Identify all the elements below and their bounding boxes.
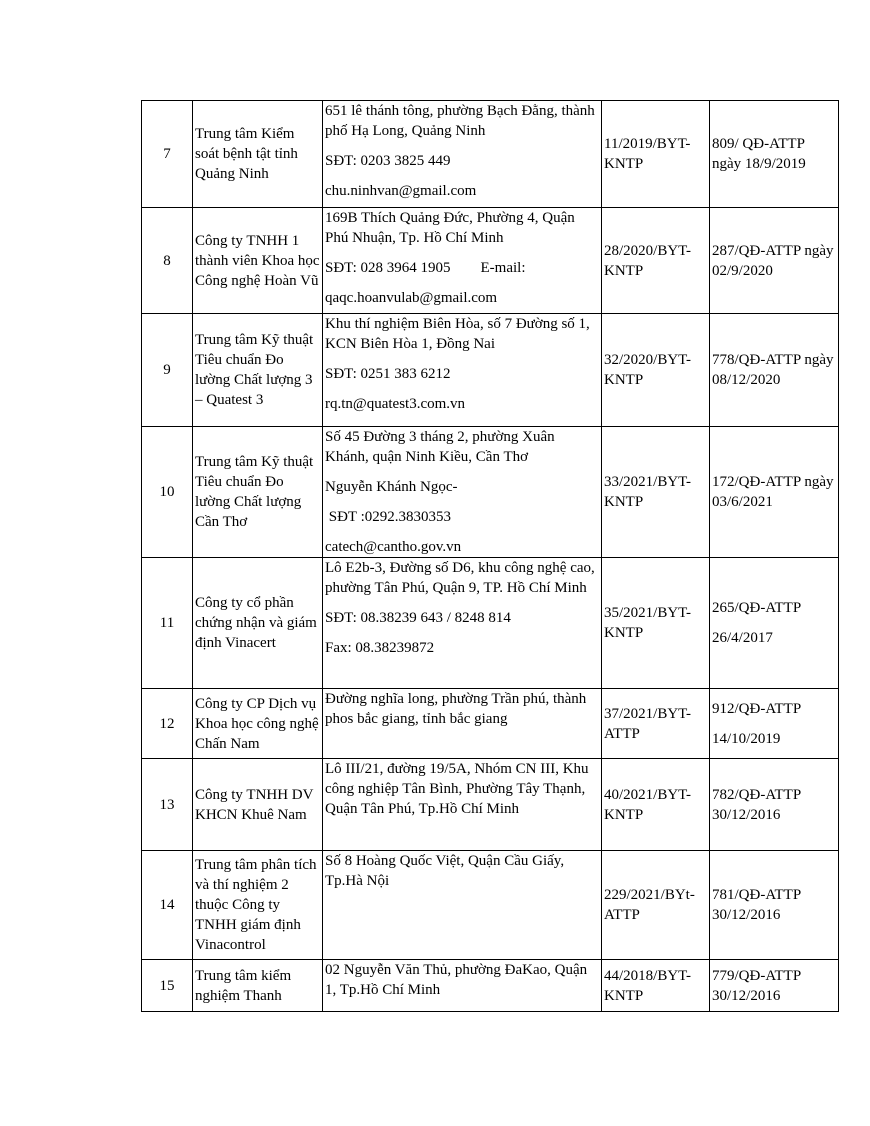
address-line: Lô E2b-3, Đường số D6, khu công nghệ cao, phường Tân Phú, Quận 9, TP. Hồ Chí Minh [325,560,599,596]
table-row [142,851,839,960]
certificate-code: 229/2021/BYt-ATTP [602,851,710,960]
organization-name: Trung tâm Kỹ thuật Tiêu chuẩn Đo lường Chất lượng 3 – Quatest 3 [193,314,323,427]
organization-contact [323,689,602,759]
certificate-code: 33/2021/BYT-KNTP [602,427,710,558]
contact-line: chu.ninhvan@gmail.com [325,183,477,199]
organization-name: Công ty CP Dịch vụ Khoa học công nghệ Chấn Nam [193,689,323,759]
decision-number [710,960,839,1012]
contact-line: SĐT: 0203 3825 449 [325,153,451,169]
table-row [142,960,839,1012]
address-line: 169B Thích Quảng Đức, Phường 4, Quận Phú Nhuận, Tp. Hồ Chí Minh [325,210,579,246]
decision-line: 265/QĐ-ATTP [712,600,802,616]
decision-line: 26/4/2017 [712,630,773,646]
contact-line: Nguyễn Khánh Ngọc- [325,479,458,495]
organization-name: Trung tâm kiểm nghiệm Thanh [193,960,323,1012]
decision-number [710,314,839,427]
certificate-code: 40/2021/BYT-KNTP [602,759,710,851]
address-line: Số 8 Hoàng Quốc Việt, Quận Cầu Giấy, Tp.Hà Nội [325,853,568,889]
organization-name: Trung tâm Kiểm soát bệnh tật tỉnh Quảng Ninh [193,101,323,208]
decision-number [710,101,839,208]
certificate-code: 35/2021/BYT-KNTP [602,558,710,689]
contact-line: qaqc.hoanvulab@gmail.com [325,290,498,306]
row-number: 13 [142,759,193,851]
contact-line: Fax: 08.38239872 [325,640,435,656]
certificate-code: 37/2021/BYT-ATTP [602,689,710,759]
organization-contact [323,208,602,314]
address-line: 651 lê thánh tông, phường Bạch Đằng, thành phố Hạ Long, Quảng Ninh [325,103,599,139]
decision-line: 14/10/2019 [712,730,781,747]
organization-name: Công ty TNHH 1 thành viên Khoa học Công nghệ Hoàn Vũ [193,208,323,314]
organization-contact [323,427,602,558]
decision-number [710,558,839,689]
organization-contact [323,960,602,1012]
address-line: Lô III/21, đường 19/5A, Nhóm CN III, Khu công nghiệp Tân Bình, Phường Tây Thạnh, Quận Tân Phú, Tp.Hồ Chí Minh [325,761,593,817]
table-row [142,208,839,314]
row-number: 9 [142,314,193,427]
decision-line: 172/QĐ-ATTP ngày 03/6/2021 [712,474,838,510]
organization-contact [323,558,602,689]
records-table [141,100,839,1012]
organization-contact [323,851,602,960]
address-line: Số 45 Đường 3 tháng 2, phường Xuân Khánh, quận Ninh Kiều, Cần Thơ [325,429,559,465]
row-number: 14 [142,851,193,960]
certificate-code: 44/2018/BYT-KNTP [602,960,710,1012]
row-number: 8 [142,208,193,314]
contact-line: SĐT: 028 3964 1905 E-mail: [325,260,526,276]
contact-line: catech@cantho.gov.vn [325,539,462,555]
contact-line: SĐT :0292.3830353 [325,509,451,525]
certificate-code: 32/2020/BYT-KNTP [602,314,710,427]
row-number: 10 [142,427,193,558]
table-row [142,689,839,759]
decision-number [710,208,839,314]
certificate-code: 11/2019/BYT-KNTP [602,101,710,208]
decision-line: 912/QĐ-ATTP [712,700,802,717]
row-number: 15 [142,960,193,1012]
table-row [142,427,839,558]
contact-line: SĐT: 08.38239 643 / 8248 814 [325,610,511,626]
organization-contact [323,101,602,208]
decision-line: 782/QĐ-ATTP 30/12/2016 [712,786,805,823]
organization-name: Công ty TNHH DV KHCN Khuê Nam [193,759,323,851]
contact-line: SĐT: 0251 383 6212 [325,366,451,382]
decision-line: 778/QĐ-ATTP ngày 08/12/2020 [712,352,838,388]
address-line: 02 Nguyễn Văn Thủ, phường ĐaKao, Quận 1, Tp.Hồ Chí Minh [325,962,591,998]
decision-line: 809/ QĐ-ATTP ngày 18/9/2019 [712,136,809,172]
certificate-code: 28/2020/BYT-KNTP [602,208,710,314]
decision-number [710,759,839,851]
decision-line: 287/QĐ-ATTP ngày 02/9/2020 [712,242,838,279]
decision-number [710,427,839,558]
organization-name: Trung tâm phân tích và thí nghiệm 2 thuộc Công ty TNHH giám định Vinacontrol [193,851,323,960]
table-row [142,314,839,427]
row-number: 7 [142,101,193,208]
address-line: Đường nghĩa long, phường Trần phú, thành phos bắc giang, tỉnh bắc giang [325,691,591,727]
decision-number [710,689,839,759]
organization-name: Công ty cổ phần chứng nhận và giám định Vinacert [193,558,323,689]
row-number: 12 [142,689,193,759]
organization-name: Trung tâm Kỹ thuật Tiêu chuẩn Đo lường Chất lượng Cần Thơ [193,427,323,558]
table-row [142,558,839,689]
organization-contact [323,759,602,851]
table-row [142,759,839,851]
table-row [142,101,839,208]
address-line: Khu thí nghiệm Biên Hòa, số 7 Đường số 1, KCN Biên Hòa 1, Đồng Nai [325,316,594,352]
organization-contact [323,314,602,427]
decision-line: 779/QĐ-ATTP 30/12/2016 [712,967,805,1004]
contact-line: rq.tn@quatest3.com.vn [325,396,466,412]
records-table-body [142,101,839,1012]
decision-number [710,851,839,960]
decision-line: 781/QĐ-ATTP 30/12/2016 [712,887,805,923]
row-number: 11 [142,558,193,689]
